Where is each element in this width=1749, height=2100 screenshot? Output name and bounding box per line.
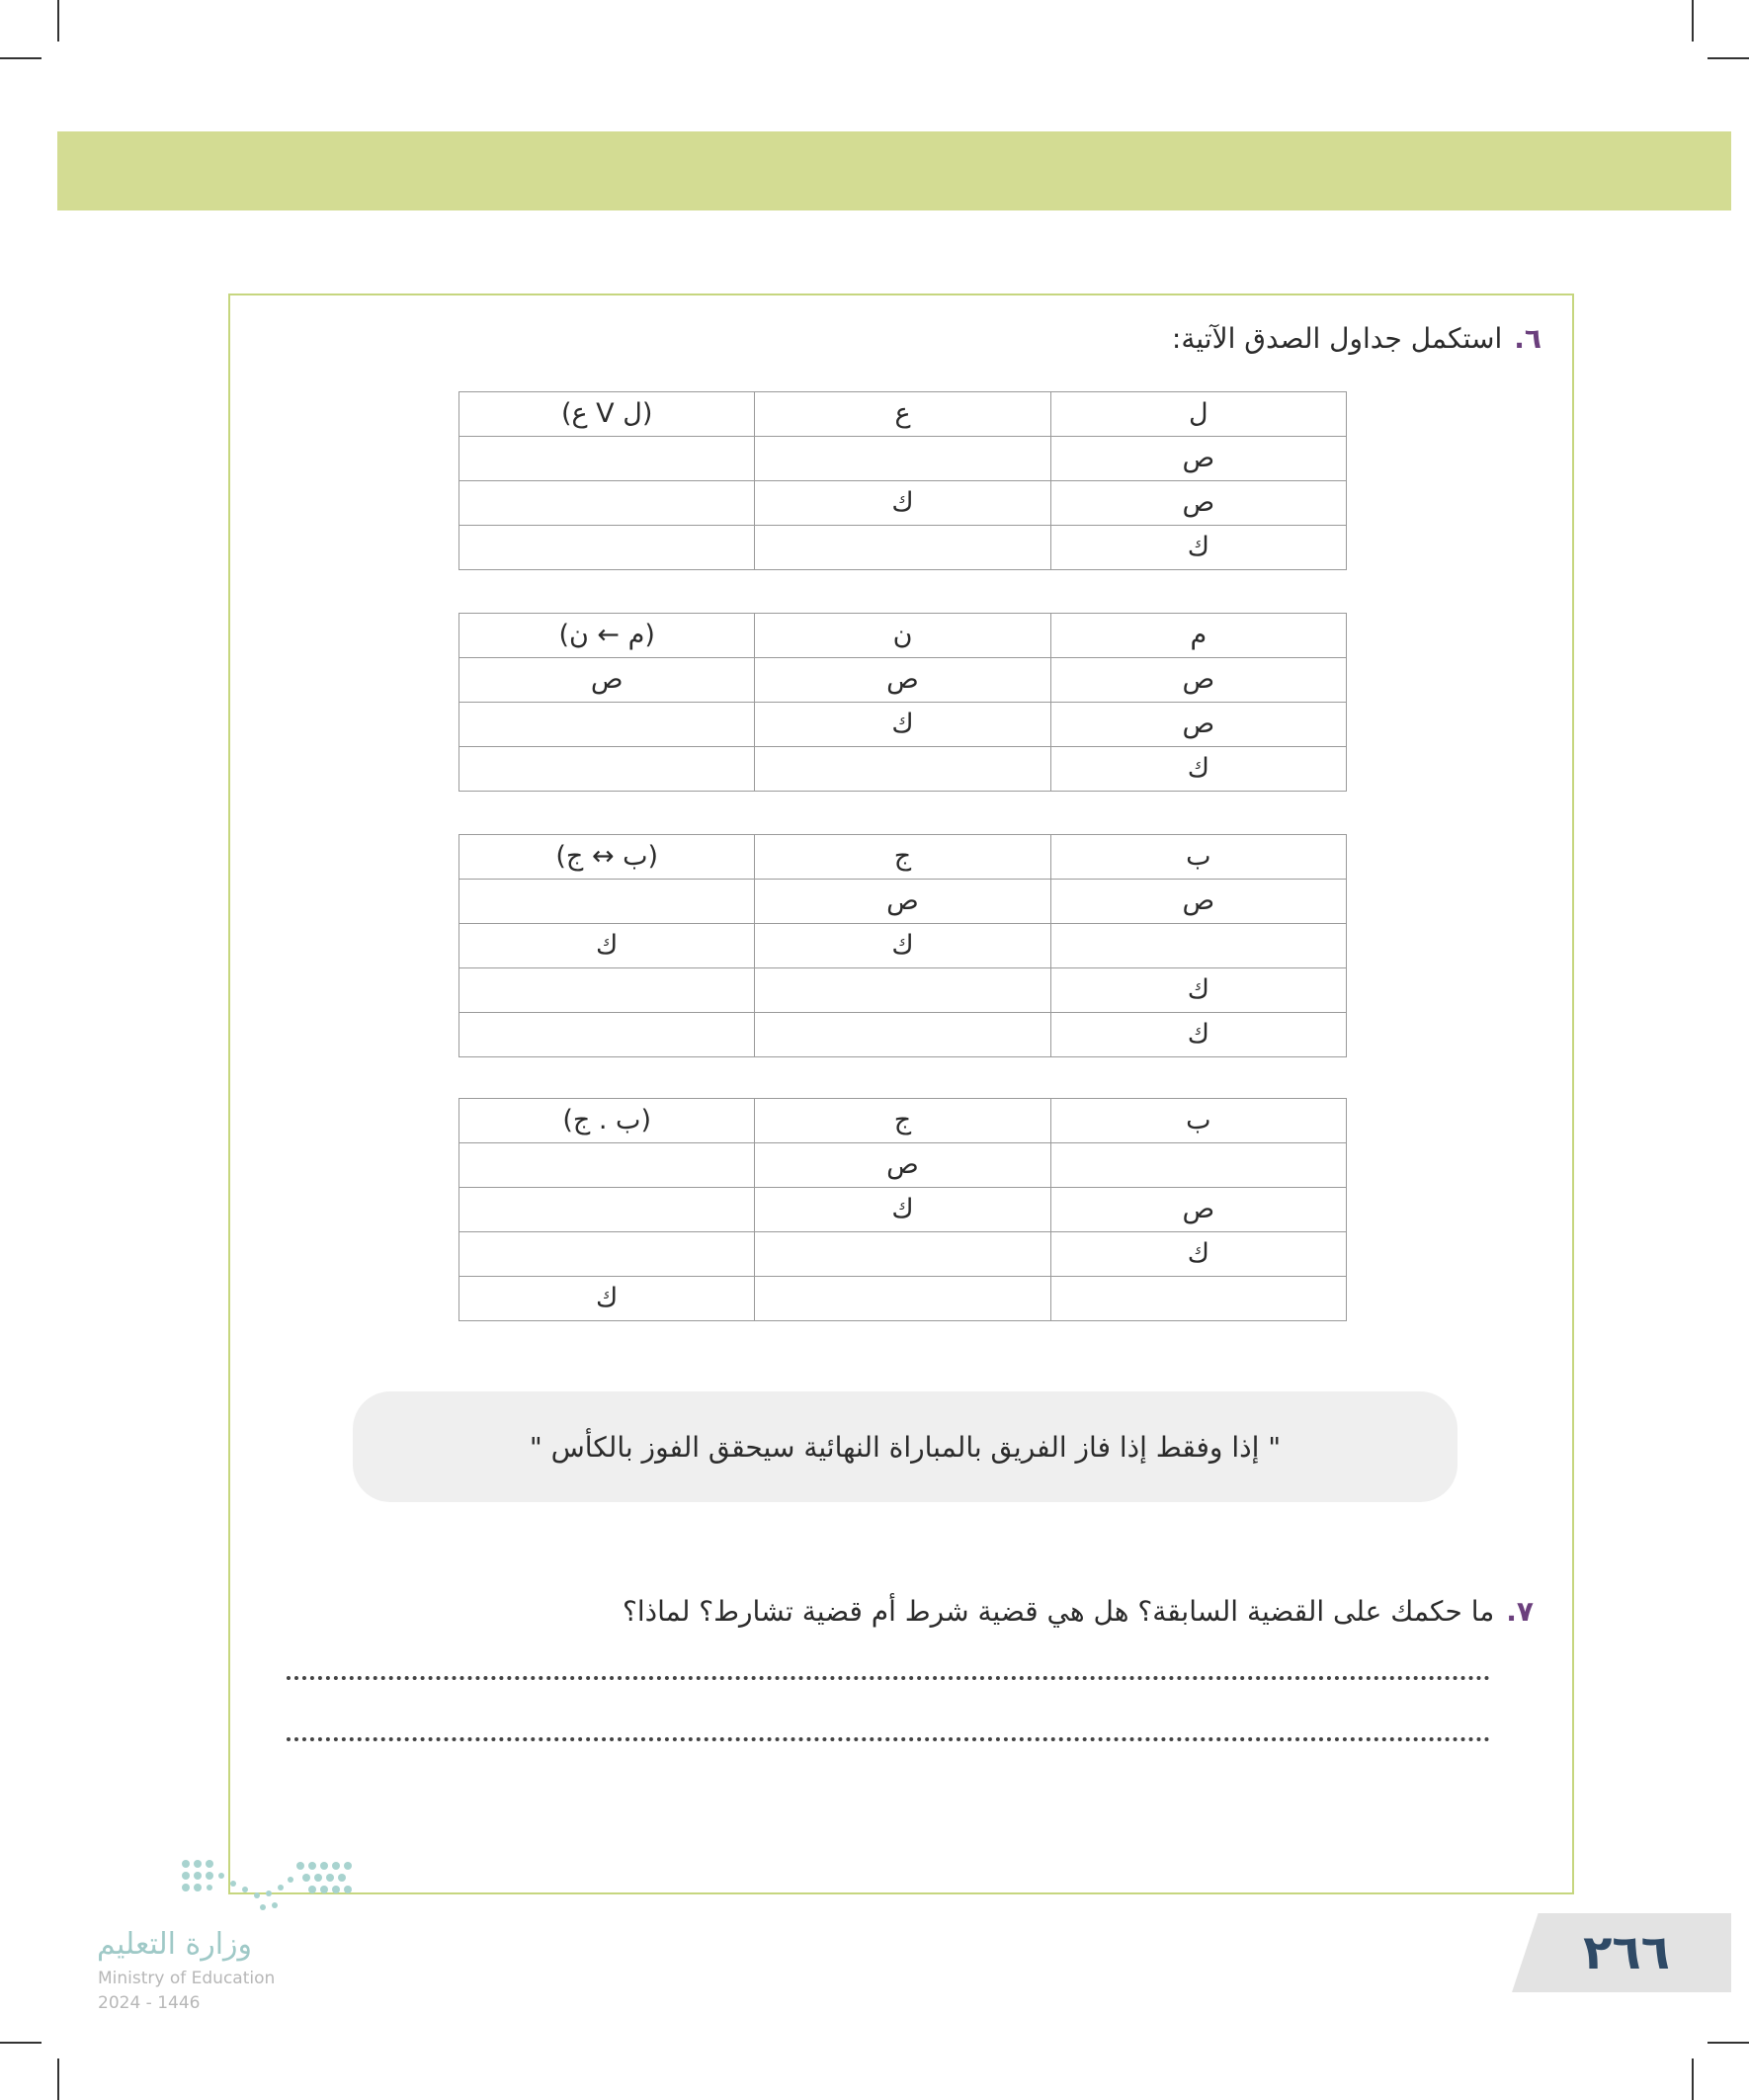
table-cell[interactable]: ك	[755, 1188, 1050, 1232]
table-cell[interactable]	[755, 747, 1050, 792]
truth-table-conditional	[458, 613, 1347, 792]
table-cell[interactable]	[459, 1188, 755, 1232]
table-cell[interactable]: ص	[1050, 1188, 1346, 1232]
question-7-text: ما حكمك على القضية السابقة؟ هل هي قضية شرط أم قضية تشارط؟ لماذا؟	[623, 1595, 1495, 1628]
table-cell[interactable]: ك	[1050, 1013, 1346, 1057]
table-cell[interactable]: ص	[1050, 481, 1346, 526]
table-header-cell: ل	[1050, 392, 1346, 437]
table-cell[interactable]: ك	[459, 924, 755, 968]
table-cell[interactable]	[459, 481, 755, 526]
table-cell[interactable]	[459, 1013, 755, 1057]
table-header-cell: م	[1050, 614, 1346, 658]
table-cell[interactable]: ك	[1050, 526, 1346, 570]
crop-mark	[0, 2042, 42, 2044]
table-cell[interactable]	[755, 437, 1050, 481]
table-row	[459, 1013, 1347, 1057]
page-number: ٢٦٦	[1583, 1925, 1670, 1980]
table-header-row	[459, 392, 1347, 437]
table-cell[interactable]	[459, 703, 755, 747]
table-row	[459, 481, 1347, 526]
table-header-cell: (ب ↔ ج)	[459, 835, 755, 880]
table-header-cell: ج	[755, 835, 1050, 880]
table-cell[interactable]	[459, 526, 755, 570]
table-cell[interactable]	[1050, 924, 1346, 968]
crop-mark	[1707, 57, 1749, 59]
question-6-text: استكمل جداول الصدق الآتية:	[1171, 322, 1503, 355]
question-7-heading	[623, 1595, 1534, 1628]
table-cell[interactable]	[459, 437, 755, 481]
table-cell[interactable]	[755, 1277, 1050, 1321]
table-row	[459, 1188, 1347, 1232]
table-cell[interactable]	[1050, 1277, 1346, 1321]
question-6-heading	[1172, 322, 1541, 355]
table-row	[459, 924, 1347, 968]
crop-mark	[0, 57, 42, 59]
table-cell[interactable]: ك	[1050, 1232, 1346, 1277]
ministry-name-english: Ministry of Education	[98, 1969, 276, 1988]
quote-box	[353, 1391, 1458, 1502]
ministry-logo-icon	[180, 1858, 353, 1917]
table-header-row	[459, 1099, 1347, 1143]
crop-mark	[1692, 2058, 1694, 2100]
table-header-cell: ب	[1050, 835, 1346, 880]
table-row	[459, 437, 1347, 481]
table-cell[interactable]: ص	[1050, 880, 1346, 924]
quote-text: " إذا وفقط إذا فاز الفريق بالمباراة النهائية سيحقق الفوز بالكأس "	[529, 1430, 1282, 1464]
table-row	[459, 1232, 1347, 1277]
table-cell[interactable]: ص	[1050, 437, 1346, 481]
table-cell[interactable]: ك	[1050, 968, 1346, 1013]
table-cell[interactable]: ص	[1050, 703, 1346, 747]
table-header-cell: (ل V ع)	[459, 392, 755, 437]
table-cell[interactable]	[755, 1013, 1050, 1057]
table-header-cell: ب	[1050, 1099, 1346, 1143]
table-row	[459, 526, 1347, 570]
answer-line[interactable]	[287, 1737, 1490, 1741]
table-cell[interactable]	[755, 526, 1050, 570]
table-row	[459, 658, 1347, 703]
question-7-number: ٧.	[1506, 1595, 1534, 1628]
crop-mark	[57, 0, 59, 42]
table-row	[459, 880, 1347, 924]
table-cell[interactable]: ص	[755, 1143, 1050, 1188]
table-cell[interactable]: ص	[1050, 658, 1346, 703]
table-cell[interactable]: ص	[755, 658, 1050, 703]
table-cell[interactable]: ك	[755, 481, 1050, 526]
crop-mark	[1707, 2042, 1749, 2044]
table-header-cell: ع	[755, 392, 1050, 437]
table-header-cell: (ب . ج)	[459, 1099, 755, 1143]
truth-table-and	[458, 1098, 1347, 1321]
table-cell[interactable]: ك	[1050, 747, 1346, 792]
table-header-cell: ج	[755, 1099, 1050, 1143]
table-cell[interactable]	[459, 747, 755, 792]
truth-table-biconditional	[458, 834, 1347, 1057]
table-cell[interactable]	[459, 880, 755, 924]
truth-table-or	[458, 391, 1347, 570]
ministry-name-arabic: وزارة التعليم	[97, 1927, 253, 1962]
table-cell[interactable]: ك	[459, 1277, 755, 1321]
table-cell[interactable]: ص	[755, 880, 1050, 924]
table-cell[interactable]	[755, 1232, 1050, 1277]
table-header-row	[459, 614, 1347, 658]
question-6-number: ٦.	[1514, 322, 1541, 355]
table-row	[459, 1143, 1347, 1188]
table-cell[interactable]: ك	[755, 703, 1050, 747]
table-header-row	[459, 835, 1347, 880]
table-cell[interactable]	[459, 968, 755, 1013]
crop-mark	[57, 2058, 59, 2100]
table-header-cell: (م ← ن)	[459, 614, 755, 658]
header-band	[57, 131, 1731, 210]
table-row	[459, 703, 1347, 747]
table-row	[459, 1277, 1347, 1321]
table-cell[interactable]	[1050, 1143, 1346, 1188]
table-row	[459, 968, 1347, 1013]
crop-mark	[1692, 0, 1694, 42]
answer-line[interactable]	[287, 1676, 1490, 1680]
table-cell[interactable]	[459, 1232, 755, 1277]
table-row	[459, 747, 1347, 792]
table-header-cell: ن	[755, 614, 1050, 658]
table-cell[interactable]	[459, 1143, 755, 1188]
ministry-year: 2024 - 1446	[98, 1993, 201, 2013]
table-cell[interactable]: ص	[459, 658, 755, 703]
table-cell[interactable]: ك	[755, 924, 1050, 968]
table-cell[interactable]	[755, 968, 1050, 1013]
